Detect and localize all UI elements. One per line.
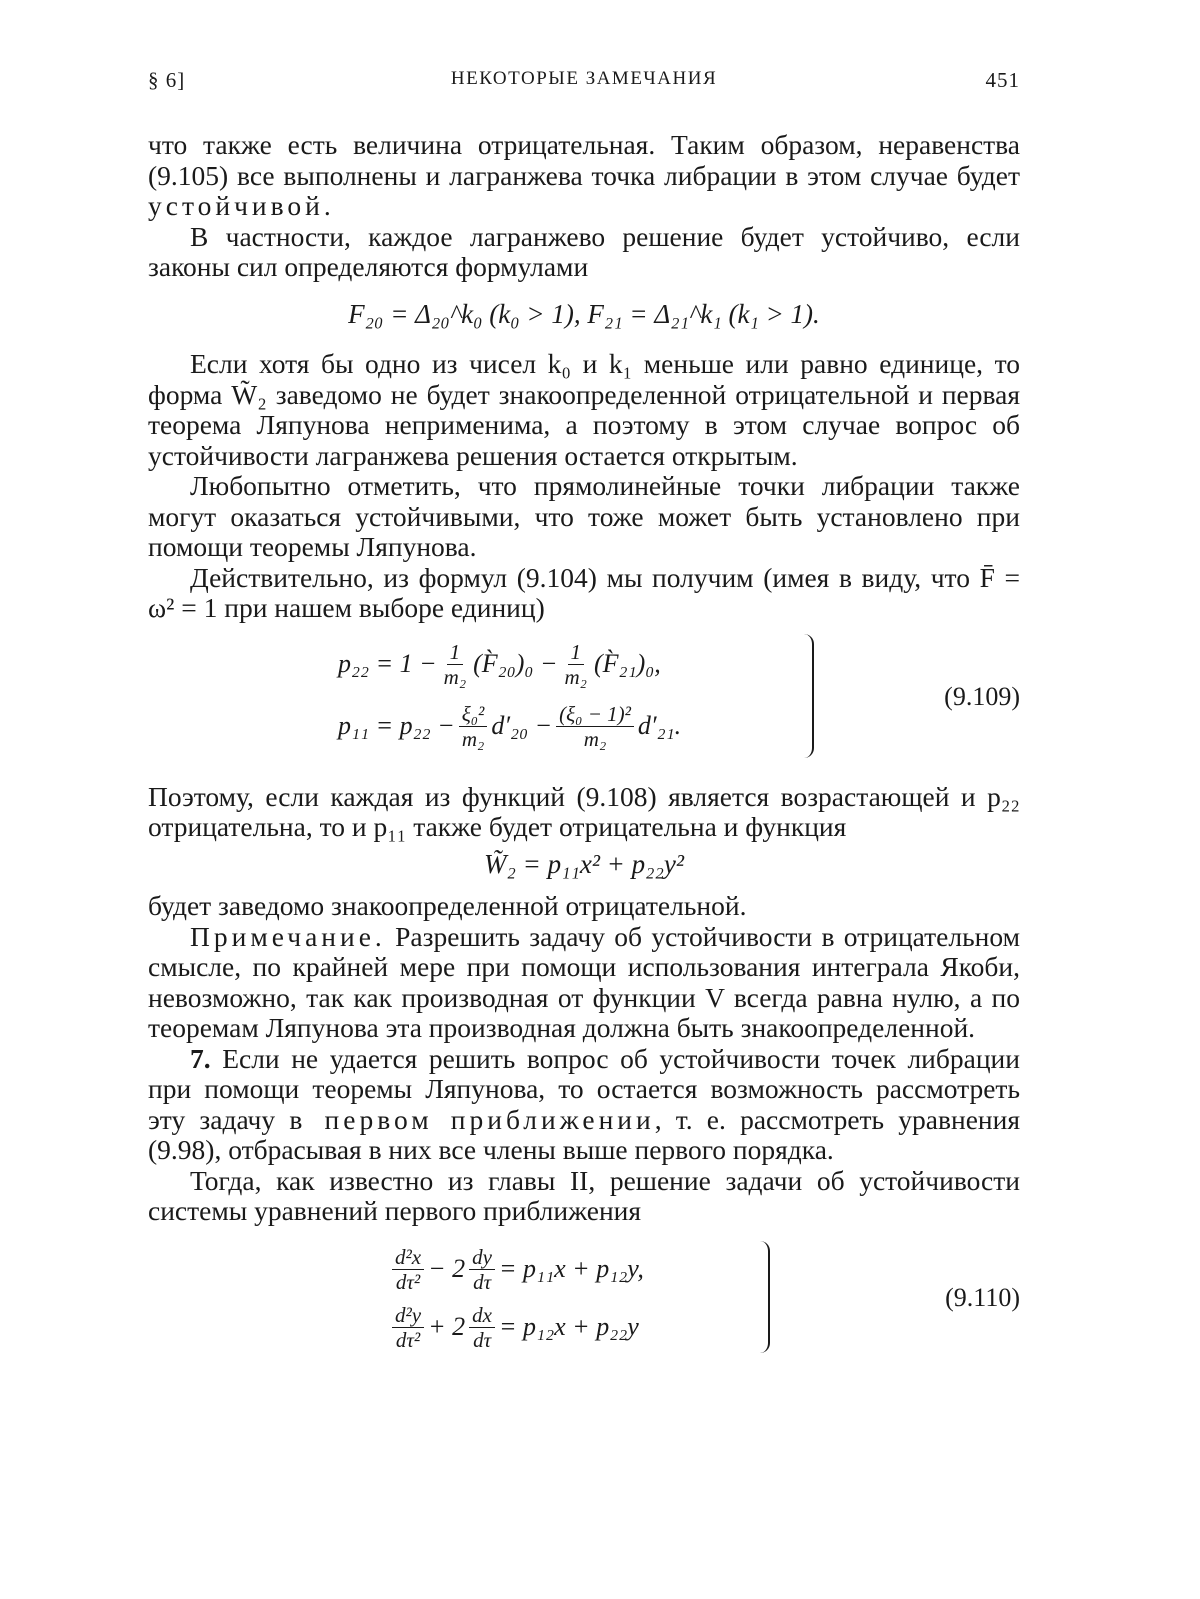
note-label: Примечание.	[190, 920, 386, 952]
paragraph-6: Поэтому, если каждая из функций (9.108) является возрастающей и p₂₂ отрицательна, то и p₁₁ также будет отрицательна и функция	[148, 780, 1020, 842]
equation-9-110	[148, 1241, 1020, 1359]
paragraph-7-item: 7. Если не удается решить вопрос об устойчивости точек либрации при помощи теоремы Ляпунова, то остается возможность рассмотреть эту задачу в первом приближении, т. е. рассмотреть уравнения (9.98), отбрасывая в них все члены выше первого порядка.	[148, 1042, 1020, 1165]
page-body	[148, 130, 1020, 1377]
running-title: НЕКОТОРЫЕ ЗАМЕЧАНИЯ	[450, 68, 718, 89]
fraction: $\frac{\text{ξ₀²}}{\text{m₂}}$	[459, 702, 488, 751]
fraction: $\frac{dx}{d\tau}$	[469, 1303, 495, 1352]
paragraph-5: Действительно, из формул (9.104) мы получим (имея в виду, что F̄ = ω² = 1 при нашем выборе единиц)	[148, 561, 1020, 623]
paragraph-2: В частности, каждое лагранжево решение будет устойчиво, если законы сил определяются формулами	[148, 220, 1020, 282]
equation-9-109-line-1: p₂₂ = 1 − $\frac{1}{\text{m₂}}$ (F̀₂₀)₀ − $\frac{1}{\text{m₂}}$ (F̀₂₁)₀,	[338, 640, 661, 689]
equation-forces: F₂₀ = Δ₂₀^k₀ (k₀ > 1), F₂₁ = Δ₂₁^k₁ (k₁ > 1).	[348, 298, 820, 329]
emphasis-stable: устойчивой	[148, 190, 324, 221]
paragraph-1: что также есть величина отрицательная. Таким образом, неравенства (9.105) все выполнены и лагранжева точка либрации в этом случае будет устойчивой.	[148, 129, 1020, 221]
paragraph-7: будет заведомо знакоопределенной отрицательной.	[148, 890, 747, 921]
equation-9-110-line-2: $\frac{\text{d²y}}{\text{dτ²}}$ + 2 $\frac{dx}{d\tau}$ = p₁₂x + p₂₂y	[388, 1299, 858, 1357]
equation-number: (9.110)	[945, 1282, 1020, 1312]
fraction: $\frac{dy}{d\tau}$	[469, 1245, 495, 1294]
right-brace	[754, 1241, 770, 1353]
section-marker: § 6]	[148, 68, 186, 92]
equation-9-109	[148, 634, 1020, 764]
running-header	[148, 68, 1020, 98]
emphasis-first-approximation: в первом приближении	[289, 1103, 655, 1135]
fraction: $\frac{1}{\text{m₂}}$	[564, 640, 587, 689]
fraction: $\frac{1}{\text{m₂}}$	[443, 640, 467, 689]
equation-9-110-line-1: $\frac{\text{d²x}}{\text{dτ²}}$ − 2 $\frac{dy}{d\tau}$ = p₁₁x + p₁₂y,	[388, 1241, 858, 1299]
page-number: 451	[985, 68, 1020, 92]
fraction: $\frac{\text{(ξ₀ − 1)²}}{\text{m₂}}$	[556, 702, 634, 751]
paragraph-3: Если хотя бы одно из чисел k₀ и k₁ меньше или равно единице, то форма W̃₂ заведомо не будет знакоопределенной отрицательной и первая теорема Ляпунова неприменима, а поэтому в этом случае вопрос об устойчивости лагранжева решения остается открытым.	[148, 348, 1020, 471]
fraction: $\frac{\text{d²x}}{\text{dτ²}}$	[392, 1245, 424, 1294]
equation-number: (9.109)	[944, 681, 1020, 711]
equation-w2: W̃₂ = p₁₁x² + p₂₂y²	[483, 848, 685, 879]
paragraph-10: Тогда, как известно из главы II, решение задачи об устойчивости системы уравнений первого приближения	[148, 1164, 1020, 1226]
paragraph-note: Примечание. Разрешить задачу об устойчивости в отрицательном смысле, по крайней мере при помощи использования интеграла Якоби, невозможно, так как производная от функции V всегда равна нулю, а по теоремам Ляпунова эта производная должна быть знакоопределенной.	[148, 920, 1020, 1043]
right-brace	[798, 634, 814, 758]
fraction: $\frac{\text{d²y}}{\text{dτ²}}$	[392, 1303, 424, 1352]
equation-9-109-line-2: p₁₁ = p₂₂ − $\frac{\text{ξ₀²}}{\text{m₂}}$ d′₂₀ − $\frac{\text{(ξ₀ − 1)²}}{\text{m₂}}$ d′₂₁.	[338, 702, 682, 751]
item-number: 7.	[190, 1042, 211, 1074]
paragraph-4: Любопытно отметить, что прямолинейные точки либрации также могут оказаться устойчивыми, что тоже может быть установлено при помощи теоремы Ляпунова.	[148, 470, 1020, 562]
